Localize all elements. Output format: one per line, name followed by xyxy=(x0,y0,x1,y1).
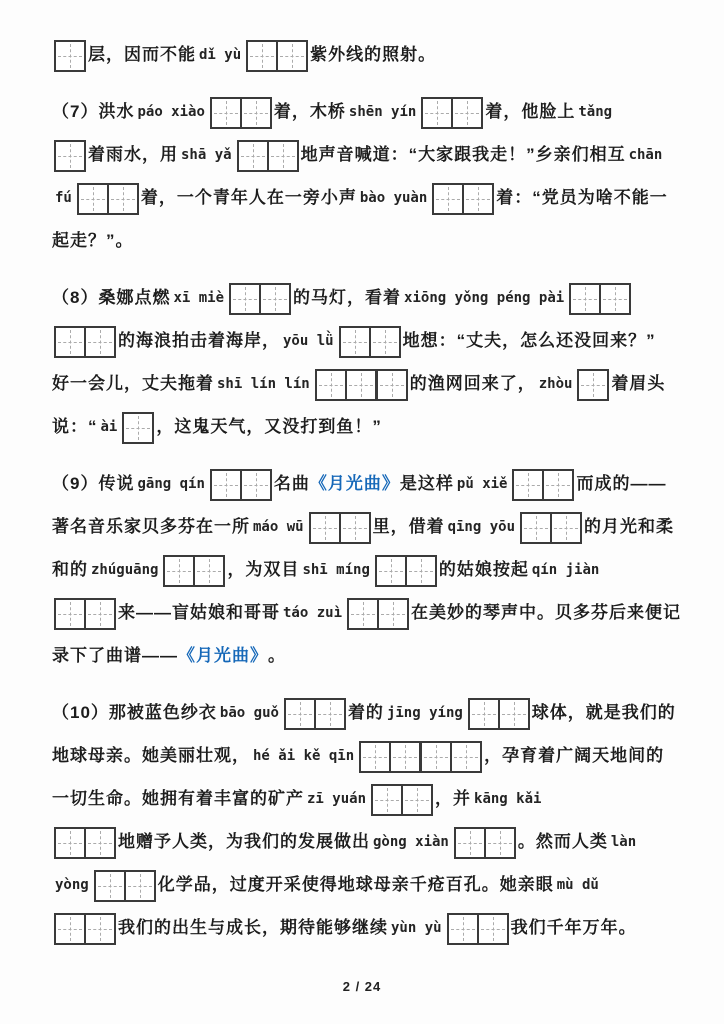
chinese-text: 好一会儿，丈夫拖着 xyxy=(52,374,214,394)
answer-cell xyxy=(512,469,544,501)
answer-cell xyxy=(347,598,379,630)
answer-box xyxy=(237,140,299,172)
answer-box xyxy=(447,913,509,945)
worksheet-line xyxy=(52,549,678,592)
worksheet-line xyxy=(52,864,678,907)
answer-box xyxy=(569,283,631,315)
song-title: 《月光曲》 xyxy=(178,646,268,666)
chinese-text: 我们的出生与成长，期待能够继续 xyxy=(118,918,388,938)
answer-cell xyxy=(371,784,403,816)
answer-cell xyxy=(359,741,391,773)
chinese-text: （7）洪水 xyxy=(52,102,135,122)
pinyin-text: kāng kǎi xyxy=(474,790,542,807)
worksheet-line xyxy=(52,34,678,77)
answer-cell xyxy=(54,827,86,859)
answer-cell xyxy=(210,469,242,501)
worksheet-line xyxy=(52,635,678,678)
worksheet-line xyxy=(52,778,678,821)
pinyin-text: máo wū xyxy=(253,518,304,535)
answer-cell xyxy=(193,555,225,587)
worksheet-line xyxy=(52,91,678,134)
chinese-text: 的渔网回来了， xyxy=(409,374,536,394)
pinyin-text: qīng yōu xyxy=(447,518,516,535)
worksheet-line xyxy=(52,406,678,449)
answer-box xyxy=(520,512,582,544)
worksheet-body xyxy=(52,34,682,950)
answer-cell xyxy=(451,97,483,129)
answer-box xyxy=(339,326,401,358)
pinyin-text: pǔ xiě xyxy=(456,475,508,492)
answer-cell xyxy=(122,412,154,444)
answer-cell xyxy=(542,469,574,501)
answer-cell xyxy=(432,183,464,215)
answer-box xyxy=(284,698,346,730)
pinyin-text: fú xyxy=(55,189,72,206)
chinese-text: 球体，就是我们的 xyxy=(531,703,676,723)
answer-box xyxy=(315,369,377,401)
answer-box xyxy=(54,913,116,945)
answer-cell xyxy=(84,598,116,630)
pinyin-text: hé ǎi kě qīn xyxy=(253,747,355,764)
pinyin-text: shī míng xyxy=(302,561,370,578)
pinyin-text: bào yuàn xyxy=(359,189,428,206)
answer-cell xyxy=(339,326,371,358)
answer-cell xyxy=(462,183,494,215)
chinese-text: ，并 xyxy=(435,789,472,809)
answer-cell xyxy=(468,698,500,730)
pinyin-text: xī miè xyxy=(173,289,225,306)
worksheet-line xyxy=(52,506,678,549)
chinese-text: 和的 xyxy=(52,560,88,580)
answer-cell xyxy=(84,326,116,358)
chinese-text: （8）桑娜点燃 xyxy=(52,288,171,308)
answer-box xyxy=(371,784,433,816)
answer-cell xyxy=(599,283,631,315)
answer-cell xyxy=(345,369,377,401)
worksheet-line xyxy=(52,277,678,320)
answer-cell xyxy=(54,326,86,358)
answer-cell xyxy=(520,512,552,544)
chinese-text: 地赠予人类，为我们的发展做出 xyxy=(118,832,370,852)
answer-cell xyxy=(447,913,479,945)
chinese-text: 的姑娘按起 xyxy=(438,560,529,580)
answer-box xyxy=(163,555,225,587)
chinese-text: 一切生命。她拥有着丰富的矿产 xyxy=(52,789,304,809)
pinyin-text: bāo guǒ xyxy=(219,704,279,721)
answer-box xyxy=(359,741,421,773)
pinyin-text: yōu lǜ xyxy=(283,332,334,349)
paragraph-item-9 xyxy=(52,463,682,678)
answer-cell xyxy=(375,555,407,587)
answer-cell xyxy=(401,784,433,816)
answer-cell xyxy=(259,283,291,315)
answer-cell xyxy=(284,698,316,730)
pinyin-text: làn xyxy=(610,833,637,850)
answer-box xyxy=(54,40,86,72)
pinyin-text: shēn yín xyxy=(348,103,417,120)
chinese-text: 地想：“丈夫，怎么还没回来？” xyxy=(402,331,656,351)
answer-cell xyxy=(309,512,341,544)
answer-box xyxy=(122,412,154,444)
answer-cell xyxy=(450,741,482,773)
answer-cell xyxy=(54,40,86,72)
chinese-text: ，这鬼天气，又没打到鱼！” xyxy=(156,417,382,437)
pinyin-text: shī lín lín xyxy=(217,375,310,392)
chinese-text: 紫外线的照射。 xyxy=(310,45,437,65)
pinyin-text: táo zuì xyxy=(283,604,343,621)
chinese-text: 的马灯，看着 xyxy=(293,288,402,308)
answer-cell xyxy=(107,183,139,215)
answer-cell xyxy=(237,140,269,172)
answer-cell xyxy=(569,283,601,315)
answer-box xyxy=(246,40,308,72)
chinese-text: 我们千年万年。 xyxy=(510,918,637,938)
worksheet-line xyxy=(52,177,678,220)
answer-cell xyxy=(477,913,509,945)
answer-box xyxy=(468,698,530,730)
pinyin-text: shā yǎ xyxy=(181,146,232,163)
chinese-text: 层，因而不能 xyxy=(88,45,196,65)
answer-cell xyxy=(421,97,453,129)
answer-box xyxy=(347,598,409,630)
paragraph-item-6-continued xyxy=(52,34,678,77)
chinese-text: 录下了曲谱—— xyxy=(52,646,178,666)
pinyin-text: tǎng xyxy=(578,103,613,120)
chinese-text: 里，借着 xyxy=(372,517,445,537)
answer-cell xyxy=(267,140,299,172)
chinese-text: （10）那被蓝色纱衣 xyxy=(52,703,217,723)
chinese-text: 着，他脸上 xyxy=(485,102,576,122)
chinese-text: 是这样 xyxy=(399,474,454,494)
chinese-text: （9）传说 xyxy=(52,474,135,494)
answer-box xyxy=(432,183,494,215)
chinese-text: 化学品，过度开采使得地球母亲千疮百孔。她亲眼 xyxy=(157,875,554,895)
chinese-text: 地声音喊道：“大家跟我走！”乡亲们相互 xyxy=(300,145,626,165)
chinese-text: 来——盲姑娘和哥哥 xyxy=(118,603,280,623)
answer-cell xyxy=(77,183,109,215)
chinese-text: 。然而人类 xyxy=(517,832,608,852)
answer-cell xyxy=(550,512,582,544)
answer-cell xyxy=(240,469,272,501)
pinyin-text: páo xiào xyxy=(137,103,205,120)
worksheet-line xyxy=(52,320,678,363)
pinyin-text: gòng xiàn xyxy=(373,833,449,850)
answer-cell xyxy=(84,913,116,945)
page-number: 2 / 24 xyxy=(342,979,382,994)
answer-cell xyxy=(246,40,278,72)
chinese-text: 。 xyxy=(268,646,286,666)
chinese-text: ，孕育着广阔天地间的 xyxy=(484,746,665,766)
answer-cell xyxy=(405,555,437,587)
chinese-text: 着雨水，用 xyxy=(88,145,178,165)
answer-cell xyxy=(124,870,156,902)
pinyin-text: zī yuán xyxy=(307,790,367,807)
paragraph-item-10 xyxy=(52,692,678,950)
answer-box xyxy=(210,97,272,129)
chinese-text: 着的 xyxy=(347,703,384,723)
pinyin-text: chān xyxy=(628,146,663,163)
chinese-text: 的月光和柔 xyxy=(584,517,675,537)
answer-cell xyxy=(498,698,530,730)
answer-cell xyxy=(229,283,261,315)
answer-cell xyxy=(420,741,452,773)
answer-box xyxy=(577,369,609,401)
answer-cell xyxy=(84,827,116,859)
answer-box xyxy=(210,469,272,501)
answer-cell xyxy=(314,698,346,730)
answer-cell xyxy=(377,598,409,630)
answer-cell xyxy=(389,741,421,773)
pinyin-text: xiōng yǒng péng pài xyxy=(404,289,565,306)
answer-box xyxy=(454,827,516,859)
worksheet-line xyxy=(52,735,678,778)
answer-box xyxy=(54,326,116,358)
song-title: 《月光曲》 xyxy=(309,474,400,494)
chinese-text: 在美妙的琴声中。贝多芬后来便记 xyxy=(411,603,682,623)
pinyin-text: zhòu xyxy=(538,375,573,392)
worksheet-line xyxy=(52,907,678,950)
answer-cell xyxy=(484,827,516,859)
chinese-text: 起走？”。 xyxy=(52,231,134,251)
answer-box xyxy=(54,827,116,859)
worksheet-line xyxy=(52,592,682,635)
answer-cell xyxy=(339,512,371,544)
answer-cell xyxy=(577,369,609,401)
chinese-text: 的海浪拍击着海岸， xyxy=(118,331,280,351)
answer-box xyxy=(375,555,437,587)
worksheet-line xyxy=(52,692,678,735)
answer-box xyxy=(77,183,139,215)
worksheet-line xyxy=(52,363,678,406)
chinese-text: 着眉头 xyxy=(611,374,666,394)
answer-box xyxy=(512,469,574,501)
answer-cell xyxy=(369,326,401,358)
chinese-text: 着：“党员为啥不能一 xyxy=(496,188,668,208)
answer-cell xyxy=(240,97,272,129)
answer-cell xyxy=(210,97,242,129)
answer-cell xyxy=(54,913,86,945)
answer-cell xyxy=(315,369,347,401)
answer-box xyxy=(54,598,116,630)
worksheet-line xyxy=(52,821,678,864)
answer-cell xyxy=(94,870,126,902)
pinyin-text: ài xyxy=(100,418,118,435)
answer-box xyxy=(229,283,291,315)
answer-box xyxy=(421,97,483,129)
answer-box xyxy=(376,369,408,401)
answer-cell xyxy=(54,598,86,630)
chinese-text: 着，一个青年人在一旁小声 xyxy=(140,188,357,208)
pinyin-text: dǐ yù xyxy=(199,46,242,63)
pinyin-text: mù dǔ xyxy=(556,876,599,893)
pinyin-text: jīng yíng xyxy=(386,704,463,721)
worksheet-line xyxy=(52,220,678,263)
chinese-text: 地球母亲。她美丽壮观， xyxy=(52,746,250,766)
pinyin-text: zhúguāng xyxy=(91,561,159,578)
answer-box xyxy=(94,870,156,902)
worksheet-line xyxy=(52,134,678,177)
answer-cell xyxy=(54,140,86,172)
pinyin-text: yòng xyxy=(55,876,89,893)
chinese-text: ，为双目 xyxy=(227,560,300,580)
answer-cell xyxy=(276,40,308,72)
answer-cell xyxy=(163,555,195,587)
answer-box xyxy=(420,741,482,773)
pinyin-text: qín jiàn xyxy=(531,561,600,578)
paragraph-item-7 xyxy=(52,91,678,263)
answer-cell xyxy=(376,369,408,401)
answer-box xyxy=(309,512,371,544)
worksheet-line xyxy=(52,463,678,506)
answer-box xyxy=(54,140,86,172)
pinyin-text: gāng qín xyxy=(137,475,205,492)
chinese-text: 说：“ xyxy=(52,417,98,437)
chinese-text: 名曲 xyxy=(273,474,310,494)
paragraph-item-8 xyxy=(52,277,678,449)
chinese-text: 而成的—— xyxy=(576,474,667,494)
chinese-text: 著名音乐家贝多芬在一所 xyxy=(52,517,250,537)
pinyin-text: yùn yù xyxy=(391,919,442,936)
answer-cell xyxy=(454,827,486,859)
chinese-text: 着，木桥 xyxy=(273,102,346,122)
